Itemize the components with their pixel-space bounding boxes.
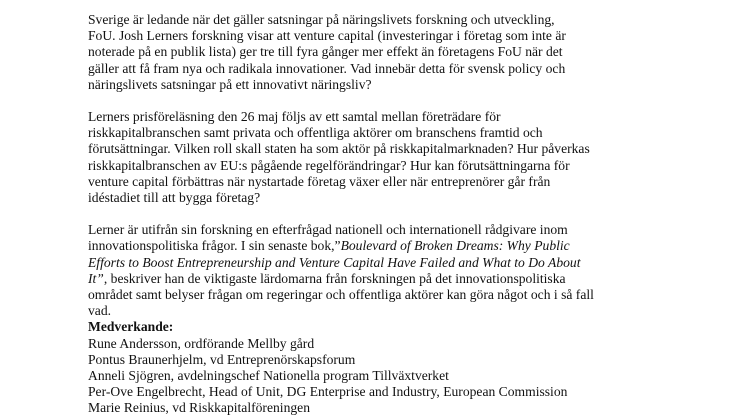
text-line: venture capital förbättras när nystartade företag växer eller när entreprenörer går från [88, 173, 551, 189]
text-line [88, 238, 738, 254]
text-line: Sverige är ledande när det gäller satsningar på näringslivets forskning och utveckling, [88, 12, 555, 27]
text-line: idéstadiet till att bygga företag? [88, 190, 261, 206]
book-title-segment: It” [88, 270, 104, 286]
participant-item: Per-Ove Engelbrecht, Head of Unit, DG Enterprise and Industry, European Commission [88, 384, 568, 400]
document-body [88, 12, 738, 417]
text-line: Lerner är utifrån sin forskning en efterfrågad nationell och internationell rådgivare inom [88, 222, 568, 238]
text-line: noterade på en publik lista) ger tre till fyra gånger mer effekt än företagens FoU när det [88, 44, 563, 60]
text-segment: , beskriver han de viktigaste lärdomarna från forskningen på det innovationspolitiska [103, 270, 566, 286]
text-line: området samt belyser frågan om regeringar och offentliga aktörer kan göra något och i så fall [88, 287, 594, 303]
participant-item: Marie Reinius, vd Riskkapitalföreningen [88, 400, 310, 416]
text-line: FoU. Josh Lerners forskning visar att venture capital (investeringar i företag som inte är [88, 28, 566, 44]
book-paragraph [88, 222, 738, 319]
book-title-segment: Boulevard of Broken Dreams: Why Public [340, 238, 570, 254]
participants-list [88, 319, 738, 416]
text-line: gäller att få fram nya och radikala innovationer. Vad innebär detta för svensk policy och [88, 60, 566, 76]
text-line: förutsättningar. Vilken roll skall staten ha som aktör på riskkapitalmarknaden? Hur påverkas [88, 141, 590, 157]
text-line: riskkapitalbranschen samt privata och offentliga aktörer om branschens framtid och [88, 125, 543, 141]
book-title-segment: Efforts to Boost Entrepreneurship and Venture Capital Have Failed and What to Do About [88, 254, 581, 270]
text-line: riskkapitalbranschen av EU:s pågående regelförändringar? Hur kan förutsättningarna för [88, 157, 570, 173]
participant-item: Pontus Braunerhjelm, vd Entreprenörskapsforum [88, 351, 356, 367]
participant-item: Rune Andersson, ordförande Mellby gård [88, 335, 315, 351]
text-line: Lerners prisföreläsning den 26 maj följs av ett samtal mellan företrädare för [88, 109, 501, 125]
participant-item: Anneli Sjögren, avdelningschef Nationella program Tillväxtverket [88, 368, 449, 384]
lecture-paragraph [88, 109, 738, 206]
text-line [88, 271, 738, 287]
participants-heading: Medverkande: [88, 319, 174, 335]
text-segment: innovationspolitiska frågor. I sin senaste bok,” [88, 238, 341, 254]
text-line: näringslivets satsningar på ett innovativt näringsliv? [88, 76, 372, 92]
text-line: vad. [88, 303, 112, 319]
intro-paragraph [88, 12, 738, 93]
